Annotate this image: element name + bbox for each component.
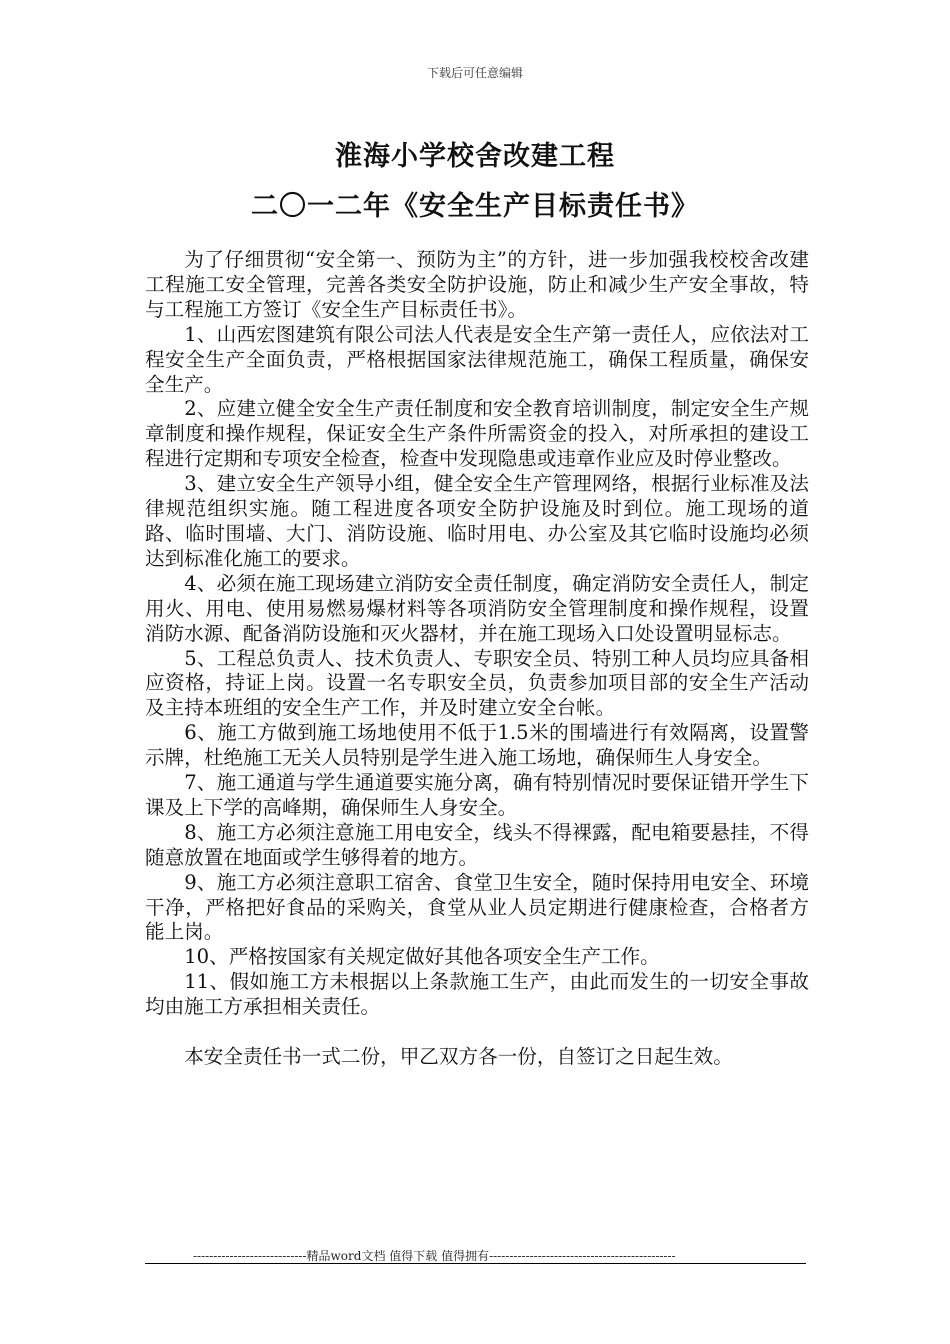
document-subtitle: 二〇一二年《安全生产目标责任书》 [251,191,699,222]
clause-7: 7、施工通道与学生通道要实施分离，确有特别情况时要保证错开学生下课及上下学的高峰期，确保师生人身安全。 [145,771,809,819]
page-header-note: 下载后可任意编辑 [426,66,523,80]
clause-8: 8、施工方必须注意施工用电安全，线头不得裸露，配电箱要悬挂，不得随意放置在地面或学生够得着的地方。 [145,820,809,869]
document-title: 淮海小学校舍改建工程 [335,141,615,172]
intro-paragraph: 为了仔细贯彻“安全第一、预防为主”的方针，进一步加强我校校舍改建工程施工安全管理，完善各类安全防护设施，防止和减少生产安全事故，特与工程施工方签订《安全生产目标责任书》。 [145,248,809,321]
clause-10: 10、严格按国家有关规定做好其他各项安全生产工作。 [184,945,660,969]
clause-5: 5、工程总负责人、技术负责人、专职安全员、特别工种人员均应具备相应资格，持证上岗。设置一名专职安全员，负责参加项目部的安全生产活动及主持本班组的安全生产工作，并及时建立安全台帐。 [145,646,809,720]
footer-divider [145,1263,806,1264]
clause-4: 4、必须在施工现场建立消防安全责任制度，确定消防安全责任人，制定用火、用电、使用易燃易爆材料等各项消防安全管理制度和操作规程，设置消防水源、配备消防设施和灭火器材，并在施工现场入口处设置明显标志。 [145,571,809,645]
clause-3: 3、建立安全生产领导小组，健全安全生产管理网络，根据行业标准及法律规范组织实施。随工程进度各项安全防护设施及时到位。施工现场的道路、临时围墙、大门、消防设施、临时用电、办公室及其它临时设施均必须达到标准化施工的要求。 [145,472,809,570]
clause-2: 2、应建立健全安全生产责任制度和安全教育培训制度，制定安全生产规章制度和操作规程，保证安全生产条件所需资金的投入，对所承担的建设工程进行定期和专项安全检查，检查中发现隐患或违章作业应及时停业整改。 [145,397,809,471]
page-footer-note: ----------------------------精品word文档 值得下载 值得拥有---------------------------------------------- [193,1249,676,1263]
clause-6: 6、施工方做到施工场地使用不低于1.5米的围墙进行有效隔离，设置警示牌，杜绝施工无关人员特别是学生进入施工场地，确保师生人身安全。 [145,721,809,770]
clause-1: 1、山西宏图建筑有限公司法人代表是安全生产第一责任人，应依法对工程安全生产全面负责，严格根据国家法律规范施工，确保工程质量，确保安全生产。 [145,322,809,396]
document-body [145,248,809,1070]
clause-9: 9、施工方必须注意职工宿舍、食堂卫生安全，随时保持用电安全、环境干净，严格把好食品的采购关，食堂从业人员定期进行健康检查，合格者方能上岗。 [145,870,809,944]
closing-paragraph: 本安全责任书一式二份，甲乙双方各一份，自签订之日起生效。 [184,1044,733,1068]
clause-11: 11、假如施工方未根据以上条款施工生产，由此而发生的一切安全事故均由施工方承担相关责任。 [145,970,809,1019]
